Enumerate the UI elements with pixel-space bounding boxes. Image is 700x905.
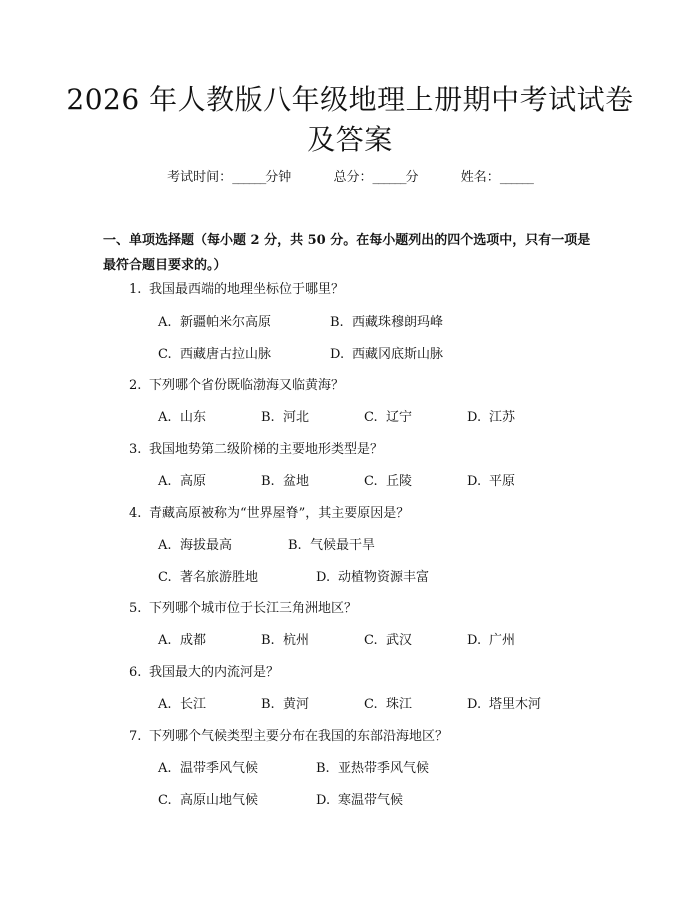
option [158,345,271,365]
option-text: 塔里木河 [489,697,542,712]
question-number: 7. [129,729,142,744]
question-number: 3. [129,442,142,457]
option-text: 黄河 [283,697,310,712]
option-letter: D. [316,570,331,585]
score-unit: 分 [405,170,419,185]
option-letter: D. [467,474,482,489]
option-text: 成都 [180,633,207,648]
option-text: 珠江 [386,697,413,712]
option-letter: D. [467,410,482,425]
option [288,536,375,556]
question-stem [129,599,357,619]
option [158,408,206,428]
time-label: 考试时间： [167,170,233,185]
question-number: 1. [129,282,142,297]
option-text: 著名旅游胜地 [180,570,259,585]
question-text: 下列哪个城市位于长江三角洲地区？ [149,601,358,616]
option-text: 寒温带气候 [338,793,404,808]
option-text: 河北 [283,410,310,425]
question-stem [129,376,344,396]
question-stem [129,663,279,683]
option [467,631,515,651]
option [158,313,271,333]
option-text: 山东 [180,410,207,425]
option [364,408,412,428]
option-letter: A. [158,761,172,776]
option-letter: B. [261,410,275,425]
option-text: 盆地 [283,474,310,489]
option-text: 广州 [489,633,516,648]
question-text: 下列哪个省份既临渤海又临黄海？ [149,378,345,393]
score-label: 总分： [333,170,373,185]
question-text: 我国最大的内流河是？ [149,665,280,680]
option-text: 江苏 [489,410,516,425]
option-letter: C. [364,474,378,489]
option-text: 西藏冈底斯山脉 [352,347,444,362]
option [158,695,206,715]
option-letter: B. [261,474,275,489]
option-text: 高原山地气候 [180,793,259,808]
option [364,631,412,651]
option [316,791,403,811]
option [158,759,258,779]
option [261,631,309,651]
option-text: 丘陵 [386,474,413,489]
option [467,408,515,428]
option-text: 长江 [180,697,207,712]
option-letter: A. [158,538,172,553]
question-stem [129,504,409,524]
option [316,568,429,588]
option [330,313,443,333]
name-blank: ______ [499,170,533,185]
option-letter: B. [330,315,344,330]
option-text: 平原 [489,474,516,489]
question-stem [129,727,448,747]
option-letter: B. [261,697,275,712]
option-letter: D. [316,793,331,808]
option-letter: C. [364,633,378,648]
page-title: 2026 年人教版八年级地理上册期中考试试卷及答案 [66,83,634,156]
option [261,695,309,715]
option-letter: A. [158,474,172,489]
option-text: 辽宁 [386,410,413,425]
option-letter: B. [316,761,330,776]
option [158,536,232,556]
option-text: 武汉 [386,633,413,648]
option [261,408,309,428]
score-blank: ______ [372,170,406,185]
name-label: 姓名： [460,170,500,185]
time-blank: ______ [232,170,266,185]
option-letter: A. [158,697,172,712]
question-number: 5. [129,601,142,616]
question-number: 4. [129,506,142,521]
option-text: 温带季风气候 [180,761,259,776]
option [158,791,258,811]
option-letter: C. [364,697,378,712]
section-heading: 一、单项选择题（每小题 2 分，共 50 分。在每小题列出的四个选项中，只有一项是最符合题目要求的。） [103,233,591,273]
question-text: 下列哪个气候类型主要分布在我国的东部沿海地区？ [149,729,449,744]
option-text: 西藏珠穆朗玛峰 [352,315,444,330]
option-letter: C. [158,347,172,362]
question-stem [129,280,344,300]
option [330,345,443,365]
option-letter: A. [158,633,172,648]
option-letter: A. [158,315,172,330]
option [316,759,429,779]
option-text: 杭州 [283,633,310,648]
option-letter: D. [330,347,345,362]
option-letter: A. [158,410,172,425]
option [364,695,412,715]
option-letter: C. [364,410,378,425]
option-text: 气候最干旱 [310,538,376,553]
question-text: 我国最西端的地理坐标位于哪里？ [149,282,345,297]
question-text: 我国地势第二级阶梯的主要地形类型是？ [149,442,384,457]
option-letter: B. [288,538,302,553]
option-text: 高原 [180,474,207,489]
exam-meta [0,168,700,188]
time-unit: 分钟 [265,170,292,185]
option-letter: C. [158,793,172,808]
option-letter: B. [261,633,275,648]
option [467,695,541,715]
option-text: 西藏唐古拉山脉 [180,347,272,362]
option [158,568,258,588]
question-stem [129,440,383,460]
question-text: 青藏高原被称为“世界屋脊”，其主要原因是？ [149,506,410,521]
option-text: 亚热带季风气候 [338,761,430,776]
option-text: 新疆帕米尔高原 [180,315,272,330]
option [261,472,309,492]
option [467,472,515,492]
option-text: 海拔最高 [180,538,233,553]
question-number: 6. [129,665,142,680]
option [158,472,206,492]
option-letter: D. [467,633,482,648]
option-text: 动植物资源丰富 [338,570,430,585]
option-letter: C. [158,570,172,585]
option [364,472,412,492]
question-number: 2. [129,378,142,393]
option-letter: D. [467,697,482,712]
option [158,631,206,651]
